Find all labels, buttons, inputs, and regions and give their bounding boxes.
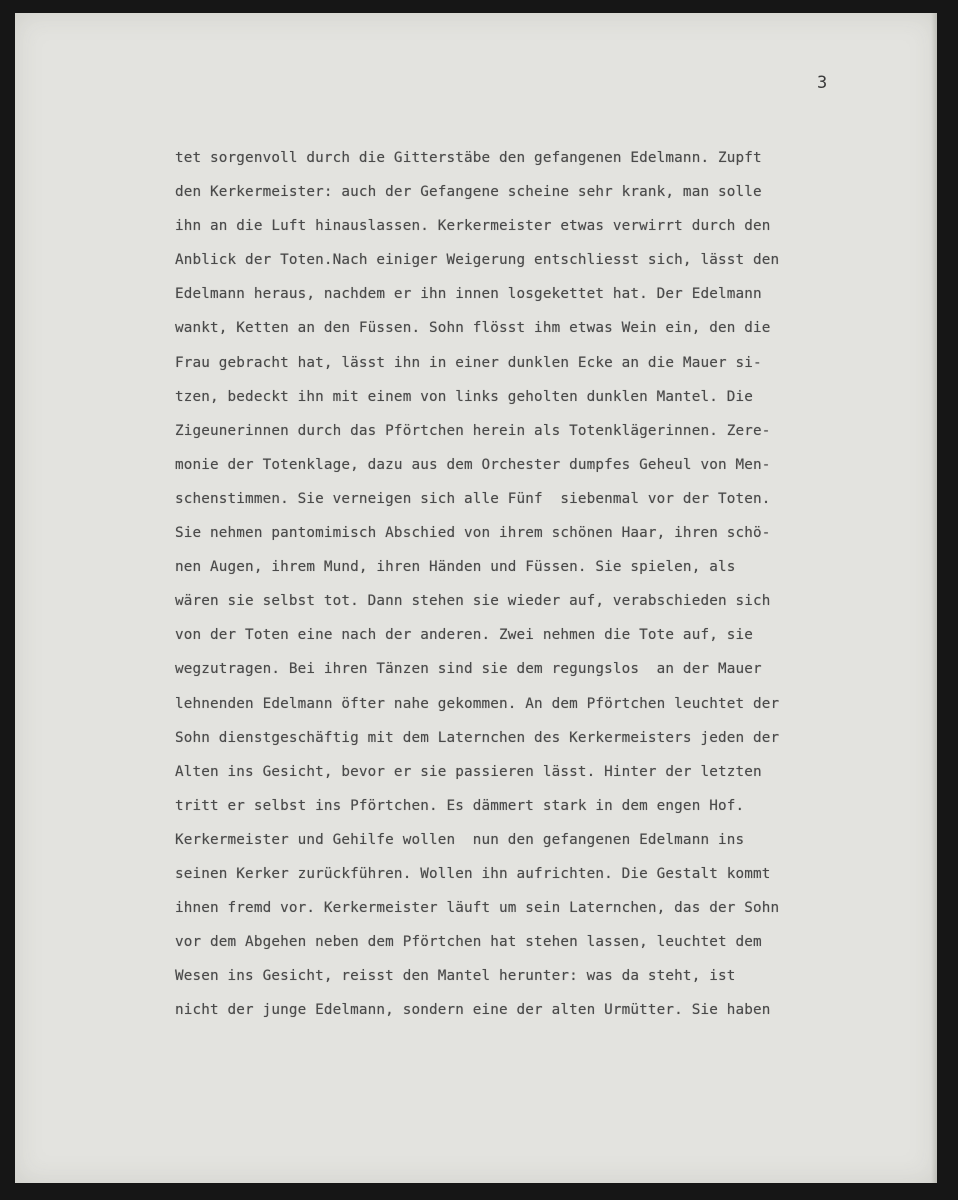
text-line: tet sorgenvoll durch die Gitterstäbe den gefangenen Edelmann. Zupft — [175, 150, 762, 166]
text-line: Sie nehmen pantomimisch Abschied von ihrem schönen Haar, ihren schö- — [175, 525, 771, 542]
text-line: von der Toten eine nach der anderen. Zwei nehmen die Tote auf, sie — [175, 627, 753, 644]
text-line: Frau gebracht hat, lässt ihn in einer dunklen Ecke an die Mauer si- — [175, 354, 762, 371]
text-line: tritt er selbst ins Pförtchen. Es dämmert stark in dem engen Hof. — [175, 797, 745, 814]
text-line: Sohn dienstgeschäftig mit dem Laternchen des Kerkermeisters jeden der — [175, 729, 780, 746]
text-line: seinen Kerker zurückführen. Wollen ihn aufrichten. Die Gestalt kommt — [175, 865, 771, 882]
text-line: lehnenden Edelmann öfter nahe gekommen. An dem Pförtchen leuchtet der — [175, 695, 780, 712]
page-number: 3 — [817, 73, 828, 93]
text-line: tzen, bedeckt ihn mit einem von links geholten dunklen Mantel. Die — [175, 388, 753, 405]
text-line: ihn an die Luft hinauslassen. Kerkermeister etwas verwirrt durch den — [175, 218, 771, 235]
text-line: wegzutragen. Bei ihren Tänzen sind sie dem regungslos an der Mauer — [175, 661, 762, 678]
text-line: nen Augen, ihrem Mund, ihren Händen und Füssen. Sie spielen, als — [175, 559, 736, 576]
text-line: wären sie selbst tot. Dann stehen sie wieder auf, verabschieden sich — [175, 593, 771, 610]
text-line: Kerkermeister und Gehilfe wollen nun den gefangenen Edelmann ins — [175, 831, 745, 848]
text-line: Edelmann heraus, nachdem er ihn innen losgekettet hat. Der Edelmann — [175, 286, 762, 303]
text-line: nicht der junge Edelmann, sondern eine der alten Urmütter. Sie haben — [175, 1002, 771, 1019]
text-line: wankt, Ketten an den Füssen. Sohn flösst ihm etwas Wein ein, den die — [175, 320, 771, 337]
text-line: ihnen fremd vor. Kerkermeister läuft um sein Laternchen, das der Sohn — [175, 900, 780, 917]
text-line: vor dem Abgehen neben dem Pförtchen hat stehen lassen, leuchtet dem — [175, 934, 762, 951]
typescript-page — [15, 13, 937, 1183]
text-line: Alten ins Gesicht, bevor er sie passieren lässt. Hinter der letzten — [175, 763, 762, 780]
typescript-body — [175, 141, 895, 1027]
text-line: den Kerkermeister: auch der Gefangene scheine sehr krank, man solle — [175, 184, 762, 201]
page-edge-shadow — [931, 13, 937, 1183]
text-line: Zigeunerinnen durch das Pförtchen herein als Totenklägerinnen. Zere- — [175, 422, 771, 439]
text-line: schenstimmen. Sie verneigen sich alle Fünf siebenmal vor der Toten. — [175, 490, 771, 507]
text-line: monie der Totenklage, dazu aus dem Orchester dumpfes Geheul von Men- — [175, 456, 771, 473]
text-line: Anblick der Toten.Nach einiger Weigerung entschliesst sich, lässt den — [175, 252, 780, 269]
text-line: Wesen ins Gesicht, reisst den Mantel herunter: was da steht, ist — [175, 968, 736, 985]
